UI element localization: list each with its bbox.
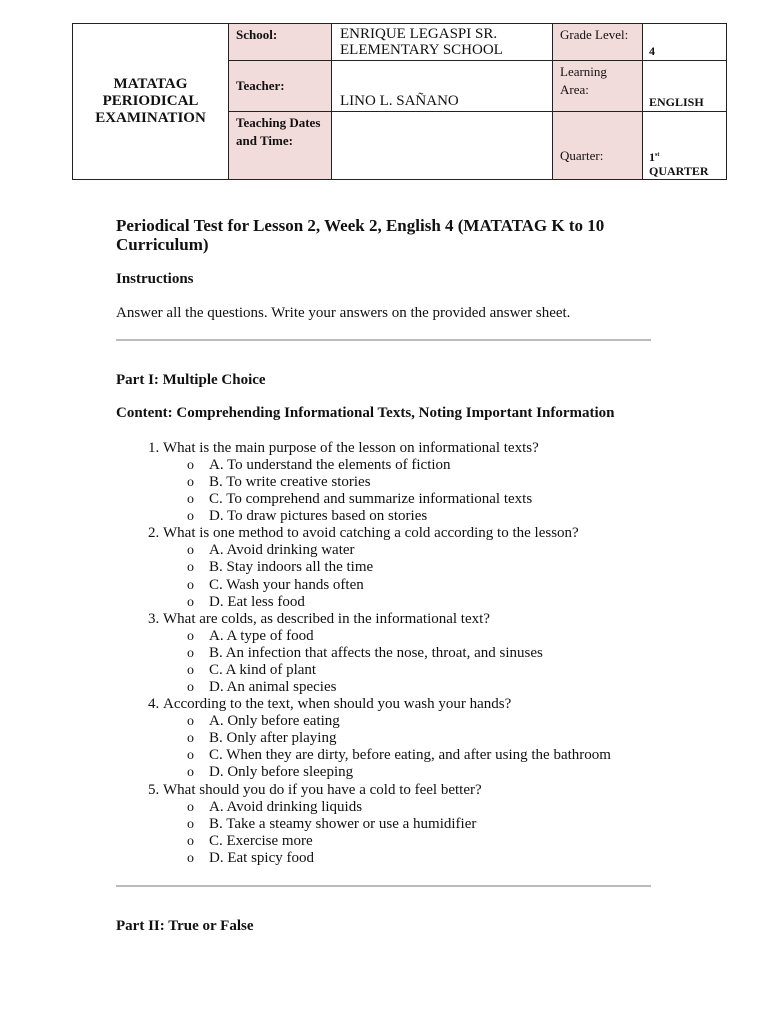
- bullet-icon: o: [187, 816, 194, 832]
- option-text: A. To understand the elements of fiction: [209, 457, 451, 473]
- option-text: B. To write creative stories: [209, 474, 371, 491]
- option-list: [163, 628, 723, 696]
- test-title: Periodical Test for Lesson 2, Week 2, English 4 (MATATAG K to 10 Curriculum): [116, 216, 605, 254]
- content-heading: Content: Comprehending Informational Texts, Noting Important Information: [116, 405, 615, 421]
- option-item: [187, 730, 723, 747]
- option-text: D. An animal species: [209, 679, 337, 696]
- area-label: Learning Area:: [553, 61, 643, 112]
- option-item: [187, 799, 723, 816]
- option-text: A. Only before eating: [209, 713, 340, 730]
- option-text: C. Exercise more: [209, 832, 313, 849]
- option-text: C. When they are dirty, before eating, and after using the bathroom: [209, 747, 611, 764]
- option-item: [187, 833, 723, 850]
- option-text: A. A type of food: [209, 627, 314, 644]
- question-text: What is the main purpose of the lesson on informational texts?: [163, 440, 539, 456]
- option-text: D. Only before sleeping: [209, 764, 354, 781]
- question-text: What is one method to avoid catching a cold according to the lesson?: [163, 525, 579, 542]
- option-text: A. Avoid drinking liquids: [209, 798, 363, 815]
- option-list: [163, 713, 723, 781]
- option-text: A. Avoid drinking water: [209, 542, 355, 559]
- bullet-icon: o: [187, 543, 194, 559]
- option-text: D. Eat less food: [209, 593, 305, 610]
- option-item: [187, 713, 723, 730]
- area-value: ENGLISH: [643, 61, 727, 112]
- option-item: [187, 491, 723, 508]
- quarter-label: Quarter:: [553, 112, 643, 180]
- teacher-value: LINO L. SAÑANO: [332, 61, 553, 112]
- option-item: [187, 508, 723, 525]
- bullet-icon: o: [187, 731, 194, 747]
- option-item: [187, 474, 723, 491]
- school-value: ENRIQUE LEGASPI SR. ELEMENTARY SCHOOL: [332, 24, 553, 61]
- bullet-icon: o: [187, 714, 194, 730]
- bullet-icon: o: [187, 509, 194, 525]
- school-label: School:: [229, 24, 332, 61]
- quarter-word: QUARTER: [649, 164, 709, 178]
- dates-label: Teaching Dates and Time:: [229, 112, 332, 180]
- question-text: According to the text, when should you wash your hands?: [163, 696, 512, 713]
- option-item: [187, 457, 723, 474]
- bullet-icon: o: [187, 850, 194, 866]
- bullet-icon: o: [187, 475, 194, 491]
- option-text: B. An infection that affects the nose, throat, and sinuses: [209, 644, 543, 661]
- question-list: [116, 440, 723, 867]
- option-list: [163, 542, 723, 610]
- part2-heading: Part II: True or False: [116, 918, 254, 934]
- option-text: D. Eat spicy food: [209, 849, 314, 866]
- option-item: [187, 662, 723, 679]
- bullet-icon: o: [187, 560, 194, 576]
- bullet-icon: o: [187, 594, 194, 610]
- quarter-value: [643, 112, 727, 180]
- option-item: [187, 559, 723, 576]
- part1-heading: Part I: Multiple Choice: [116, 372, 266, 388]
- option-text: B. Take a steamy shower or use a humidifier: [209, 815, 477, 832]
- bullet-icon: o: [187, 458, 194, 473]
- grade-label: Grade Level:: [553, 24, 643, 61]
- bullet-icon: o: [187, 628, 194, 644]
- header-table: [72, 23, 727, 180]
- question-item: [163, 611, 723, 696]
- option-item: [187, 816, 723, 833]
- bullet-icon: o: [187, 645, 194, 661]
- option-text: D. To draw pictures based on stories: [209, 508, 428, 525]
- dates-value: [332, 112, 553, 180]
- option-item: [187, 679, 723, 696]
- grade-value: 4: [643, 24, 727, 61]
- instructions-heading: Instructions: [116, 271, 194, 287]
- option-item: [187, 594, 723, 611]
- bullet-icon: o: [187, 833, 194, 849]
- option-item: [187, 747, 723, 764]
- option-list: [163, 457, 723, 525]
- option-text: C. Wash your hands often: [209, 576, 364, 593]
- option-item: [187, 764, 723, 781]
- instructions-text: Answer all the questions. Write your answers on the provided answer sheet.: [116, 305, 571, 321]
- option-item: [187, 577, 723, 594]
- question-item: [163, 782, 723, 867]
- option-text: B. Stay indoors all the time: [209, 559, 374, 576]
- bullet-icon: o: [187, 577, 194, 593]
- option-item: [187, 628, 723, 645]
- option-text: C. A kind of plant: [209, 661, 317, 678]
- bullet-icon: o: [187, 492, 194, 508]
- quarter-number: 1: [649, 150, 655, 164]
- quarter-suffix: st: [655, 152, 660, 158]
- section-divider: [116, 885, 651, 887]
- bullet-icon: o: [187, 748, 194, 764]
- option-list: [163, 799, 723, 867]
- option-text: C. To comprehend and summarize informational texts: [209, 491, 533, 508]
- question-text: What should you do if you have a cold to feel better?: [163, 781, 482, 798]
- question-item: [163, 525, 723, 610]
- question-item: [163, 696, 723, 781]
- bullet-icon: o: [187, 799, 194, 815]
- exam-title: MATATAG PERIODICAL EXAMINATION: [73, 24, 229, 180]
- option-item: [187, 542, 723, 559]
- question-item: [163, 440, 723, 525]
- option-text: B. Only after playing: [209, 730, 337, 747]
- option-item: [187, 645, 723, 662]
- bullet-icon: o: [187, 662, 194, 678]
- option-item: [187, 850, 723, 867]
- bullet-icon: o: [187, 680, 194, 696]
- question-text: What are colds, as described in the informational text?: [163, 610, 490, 627]
- section-divider: [116, 339, 651, 341]
- bullet-icon: o: [187, 765, 194, 781]
- teacher-label: Teacher:: [229, 61, 332, 112]
